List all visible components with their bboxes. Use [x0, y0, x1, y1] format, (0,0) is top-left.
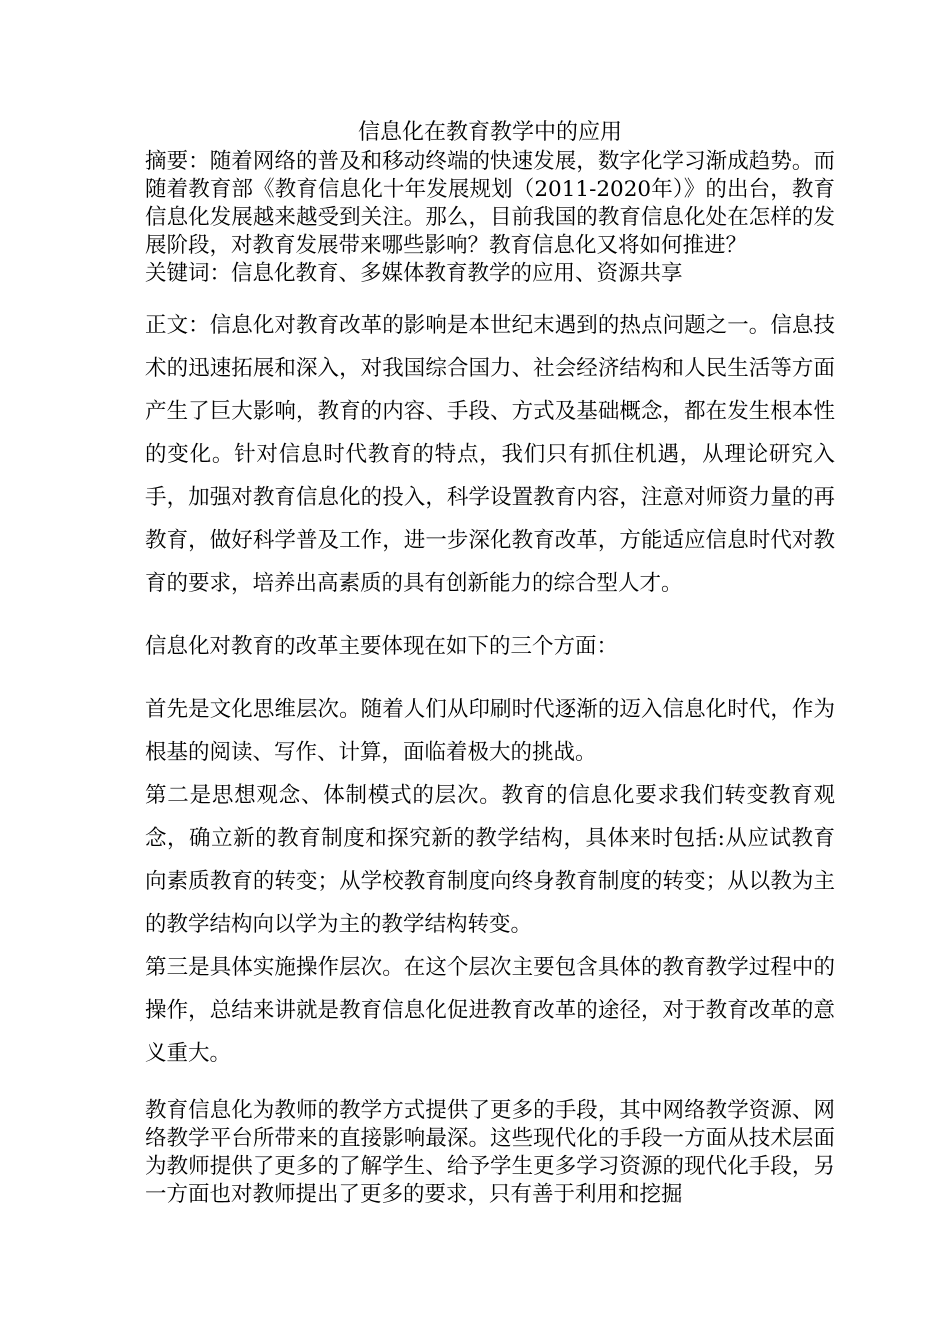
keywords-line: 关键词：信息化教育、多媒体教育教学的应用、资源共享 — [145, 261, 683, 286]
body-intro-paragraph: 正文：信息化对教育改革的影响是本世纪末遇到的热点问题之一。信息技术的迅速拓展和深入，对我国综合国力、社会经济结构和人民生活等方面产生了巨大影响，教育的内容、手段、方式及基础概念，都在发生根本性的变化。针对信息时代教育的特点，我们只有抓住机遇，从理论研究入手，加强对教育信息化的投入，科学设置教育内容，注意对师资力量的再教育，做好科学普及工作，进一步深化教育改革，方能适应信息时代对教育的要求，培养出高素质的具有创新能力的综合型人才。 — [145, 313, 835, 596]
teaching-methods-paragraph: 教育信息化为教师的教学方式提供了更多的手段，其中网络教学资源、网络教学平台所带来的直接影响最深。这些现代化的手段一方面从技术层面为教师提供了更多的了解学生、给予学生更多学习资源的现代化手段，另一方面也对教师提出了更多的要求，只有善于利用和挖掘 — [145, 1098, 835, 1207]
three-aspects-lead: 信息化对教育的改革主要体现在如下的三个方面： — [145, 634, 619, 659]
abstract-paragraph: 摘要：随着网络的普及和移动终端的快速发展，数字化学习渐成趋势。而随着教育部《教育信息化十年发展规划（2011-2020年）》的出台，教育信息化发展越来越受到关注。那么，目前我国的教育信息化处在怎样的发展阶段，对教育发展带来哪些影响？教育信息化又将如何推进？ — [145, 149, 835, 258]
aspect-2-paragraph: 第二是思想观念、体制模式的层次。教育的信息化要求我们转变教育观念，确立新的教育制度和探究新的教学结构，具体来时包括:从应试教育向素质教育的转变；从学校教育制度向终身教育制度的转变；从以教为主的教学结构向以学为主的教学结构转变。 — [145, 783, 835, 937]
document-title: 信息化在教育教学中的应用 — [357, 120, 622, 145]
document-content — [145, 118, 835, 1209]
spacer — [145, 1075, 835, 1097]
aspect-1-paragraph: 首先是文化思维层次。随着人们从印刷时代逐渐的迈入信息化时代，作为根基的阅读、写作、计算，面临着极大的挑战。 — [145, 697, 835, 765]
spacer — [145, 605, 835, 625]
aspect-3-paragraph: 第三是具体实施操作层次。在这个层次主要包含具体的教育教学过程中的操作，总结来讲就是教育信息化促进教育改革的途径，对于教育改革的意义重大。 — [145, 955, 835, 1066]
spacer — [145, 288, 835, 304]
spacer — [145, 668, 835, 688]
